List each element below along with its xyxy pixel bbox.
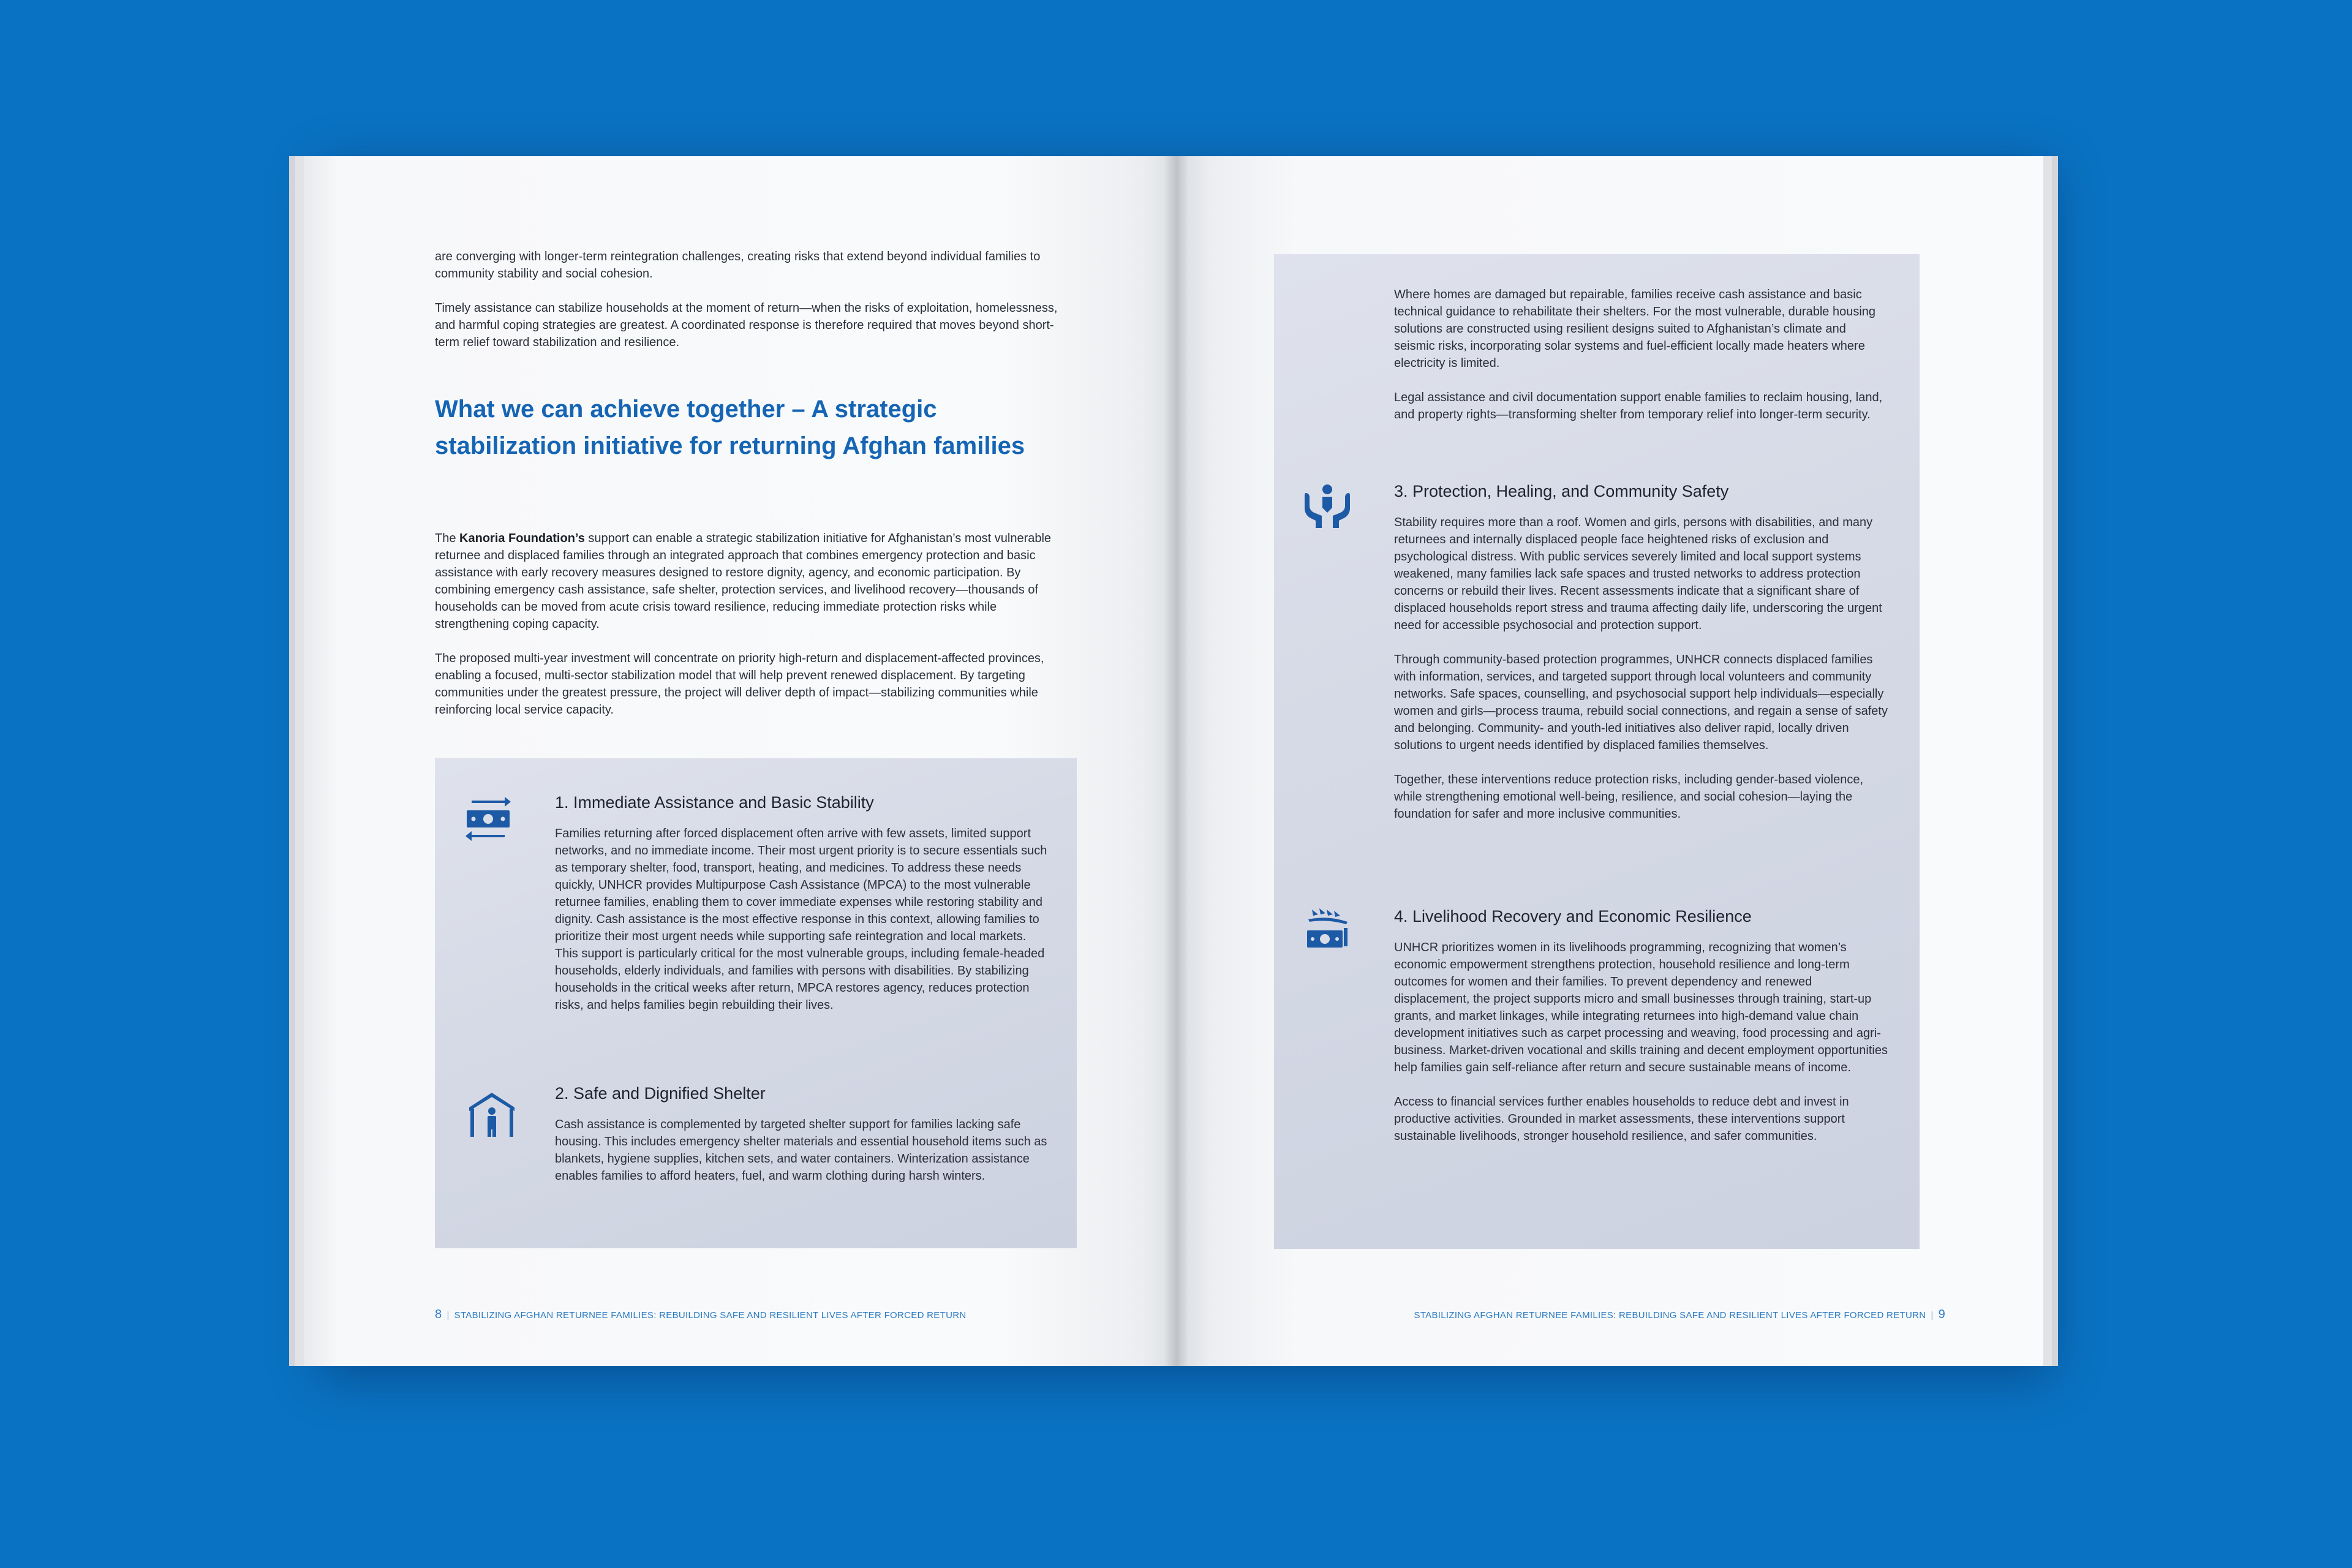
intro-paragraph: Timely assistance can stabilize households at the moment of return—when the risks of exploitation, homelessness, and harmful coping strategies are greatest. A coordinated response is therefore required that moves beyond short-term relief toward stabilization and resilience. (435, 301, 1058, 349)
page-number: 8 (435, 1308, 442, 1321)
program-box-right (1274, 254, 1920, 1249)
foundation-name: Kanoria Foundation’s (459, 532, 585, 545)
footer-title: STABILIZING AFGHAN RETURNEE FAMILIES: REBUILDING SAFE AND RESILIENT LIVES AFTER FORCED RETURN (454, 1310, 967, 1321)
footer-title: STABILIZING AFGHAN RETURNEE FAMILIES: REBUILDING SAFE AND RESILIENT LIVES AFTER FORCED RETURN (1414, 1310, 1926, 1321)
page-number: 9 (1938, 1308, 1945, 1321)
section-body: Through community-based protection programmes, UNHCR connects displaced families with information, services, and targeted support through local volunteers and community networks. Safe spaces, counselling, and psychosocial support help individuals—especially women and girls—process trauma, rebuild social connections, and regain a sense of safety and belonging. Community- and youth-led initiatives also deliver rapid, locally driven solutions to urgent needs identified by displaced families themselves. (1394, 653, 1888, 752)
section-body: Together, these interventions reduce protection risks, including gender-based violence, while strengthening emotional well-being, resilience, and social cohesion—laying the foundation for safer and more inclusive communities. (1394, 773, 1864, 821)
cash-transfer-icon (464, 795, 512, 843)
right-page (1176, 156, 2043, 1366)
section-title: 4. Livelihood Recovery and Economic Resilience (1394, 907, 1752, 925)
shelter-continued (1394, 286, 1890, 423)
livelihood-icon (1303, 906, 1351, 954)
section-body: Families returning after forced displacement often arrive with few assets, limited support networks, and no immediate income. Their most urgent priority is to secure essentials such as temporary shelter, food, transport, heating, and medicines. To address these needs quickly, UNHCR provides Multipurpose Cash Assistance (MPCA) to the most vulnerable returnee families, enabling them to cover immediate expenses while restoring stability and dignity. Cash assistance is the most effective response in this context, allowing families to prioritize their most urgent needs while supporting safe reintegration and local markets. This support is particularly critical for the most vulnerable groups, including female-headed households, elderly individuals, and families with persons with disabilities. By stabilizing households in the critical weeks after return, MPCA restores agency, reduces protection risks, and helps families begin rebuilding their lives. (555, 827, 1047, 1012)
lead-paragraph: The proposed multi-year investment will concentrate on priority high-return and displacement-affected provinces, enabling a focused, multi-sector stabilization model that will help prevent renewed displacement. By targeting communities under the greatest pressure, the project will deliver depth of impact—stabilizing communities while reinforcing local service capacity. (435, 652, 1044, 717)
left-page (304, 156, 1176, 1366)
section-title: 2. Safe and Dignified Shelter (555, 1084, 766, 1102)
protection-hands-icon (1303, 481, 1351, 529)
section-body: Legal assistance and civil documentation support enable families to reclaim housing, land, and property rights—transforming shelter from temporary relief into longer-term security. (1394, 391, 1883, 421)
shelter-icon (468, 1091, 516, 1139)
section-body: Access to financial services further enables households to reduce debt and invest in productive activities. Grounded in market assessments, these interventions support sustainable livelihoods, stronger household resilience, and safer communities. (1394, 1095, 1849, 1143)
lead-text-part: support can enable a strategic stabilization initiative for Afghanistan’s most vulnerable returnee and displaced families through an integrated approach that combines emergency protection and basic assistance with early recovery measures designed to restore dignity, agency, and economic participation. By combining emergency cash assistance, safe shelter, protection services, and livelihood recovery—thousands of households can be moved from acute crisis toward resilience, reducing immediate protection risks while strengthening coping capacity. (435, 532, 1052, 631)
right-footer (1414, 1308, 1945, 1322)
section-body: UNHCR prioritizes women in its livelihoods programming, recognizing that women’s economic empowerment strengthens protection, household resilience and long-term outcomes for women and their families. To prevent dependency and renewed displacement, the project supports micro and small businesses through training, start-up grants, and market linkages, while integrating returnees into high-demand value chain development initiatives such as carpet processing and weaving, food processing and agri-business. Market-driven vocational and skills training and decent employment opportunities help families gain self-reliance after return and secure sustainable means of income. (1394, 941, 1888, 1074)
section-body: Cash assistance is complemented by targeted shelter support for families lacking safe housing. This includes emergency shelter materials and essential household items such as blankets, hygiene supplies, kitchen sets, and water containers. Winterization assistance enables families to afford heaters, fuel, and warm clothing during harsh winters. (555, 1118, 1047, 1183)
section-heading: What we can achieve together – A strategic stabilization initiative for returning Afghan families (435, 396, 1025, 459)
section-body: Stability requires more than a roof. Women and girls, persons with disabilities, and many returnees and internally displaced people face heightened risks of exclusion and psychological distress. With public services severely limited and local support systems weakened, many families lack safe spaces and trusted networks to address protection concerns or rebuild their lives. Recent assessments indicate that a significant share of displaced households report stress and trauma affecting daily life, underscoring the urgent need for accessible psychosocial and protection support. (1394, 516, 1882, 632)
intro-text (435, 248, 1060, 351)
lead-text (435, 530, 1060, 718)
footer-separator: | (447, 1310, 450, 1321)
lead-text-part: The (435, 532, 460, 545)
footer-separator: | (1931, 1310, 1934, 1321)
lead-paragraph (435, 530, 1060, 633)
section-title: 3. Protection, Healing, and Community Safety (1394, 482, 1729, 500)
left-footer (435, 1308, 966, 1322)
section-body: Where homes are damaged but repairable, families receive cash assistance and basic technical guidance to rehabilitate their shelters. For the most vulnerable, durable housing solutions are constructed using resilient designs suited to Afghanistan’s climate and seismic risks, incorporating solar systems and fuel-efficient locally made heaters where electricity is limited. (1394, 288, 1876, 370)
program-box-left (435, 758, 1077, 1248)
section-title: 1. Immediate Assistance and Basic Stability (555, 793, 874, 812)
section-immediate-assistance (435, 758, 1077, 1065)
section-shelter (435, 1083, 1077, 1242)
intro-paragraph: are converging with longer-term reintegration challenges, creating risks that extend beyond individual families to community stability and social cohesion. (435, 250, 1041, 281)
